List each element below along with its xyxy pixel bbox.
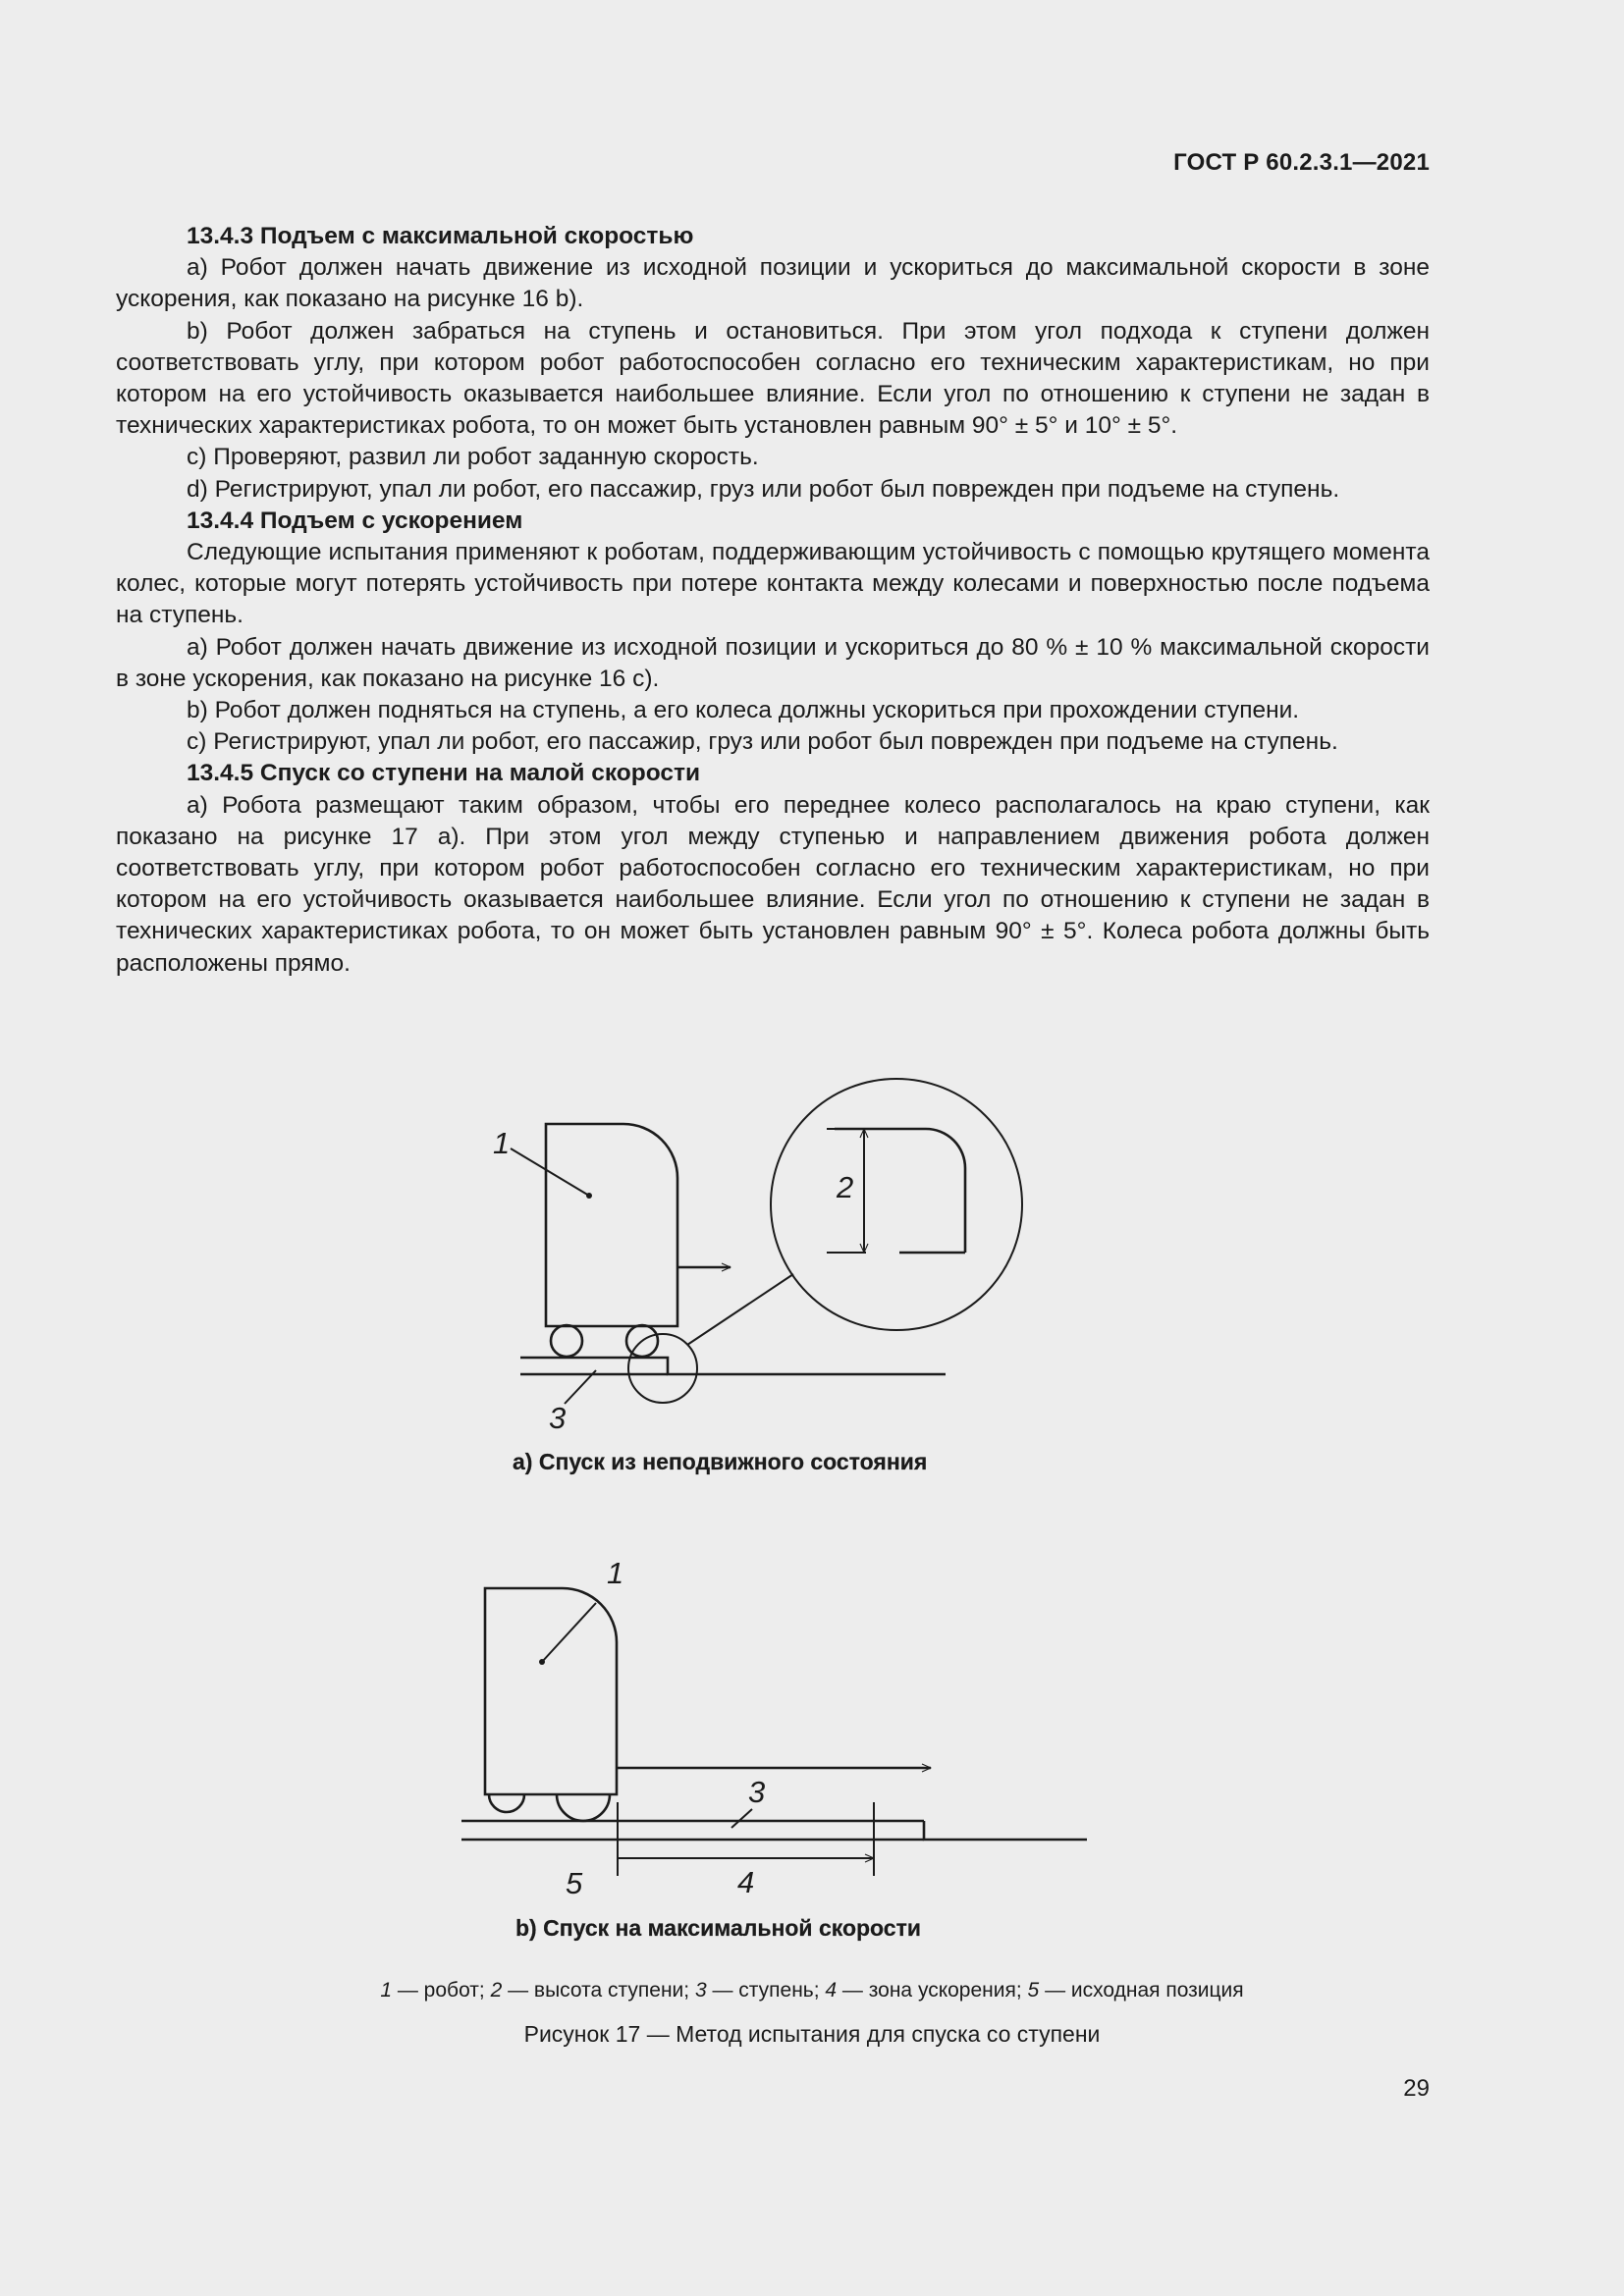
detail-connector [687, 1274, 793, 1345]
paragraph: a) Робота размещают таким образом, чтобы его переднее колесо располагалось на краю ступени, как показано на рисунке 17 а). При этом угол между ступенью и направлением движения робота должен соответствовать углу, при котором робот работоспособен согласно его техническим характеристикам, но при котором на его устойчивость оказывается наибольшее влияние. Если угол по отношению к ступени не задан в технических характеристиках робота, то он может быть установлен равным 90° ± 5°. Колеса робота должны быть расположены прямо. [116, 791, 1430, 977]
callout-3: 3 [549, 1401, 567, 1435]
document-number-header: ГОСТ Р 60.2.3.1—2021 [1173, 149, 1430, 176]
step-outline [520, 1358, 946, 1374]
legend-text: — робот; [392, 1979, 491, 2002]
section-heading: 13.4.3 Подъем с максимальной скоростью [187, 223, 694, 249]
front-wheel [557, 1794, 610, 1821]
callout-1: 1 [607, 1556, 624, 1590]
legend-num: 3 [694, 1979, 707, 2002]
figure-legend [0, 1979, 1624, 2002]
detail-step-profile [835, 1129, 965, 1253]
legend-num: 1 [380, 1979, 393, 2002]
paragraph: a) Робот должен начать движение из исходной позиции и ускориться до 80 % ± 10 % максимальной скорости в зоне ускорения, как показано на рисунке 16 c). [116, 633, 1430, 692]
callout-3: 3 [748, 1775, 766, 1809]
paragraph: a) Робот должен начать движение из исходной позиции и ускориться до максимальной скорости в зоне ускорения, как показано на рисунке 16 b). [116, 254, 1430, 313]
leader-1-dot [539, 1659, 545, 1665]
robot-body [485, 1588, 617, 1794]
panel-b-callouts [566, 1556, 765, 1900]
paragraph: c) Проверяют, развил ли робот заданную скорость. [187, 444, 759, 471]
figure-title: Рисунок 17 — Метод испытания для спуска со ступени [523, 2021, 1101, 2047]
paragraph: c) Регистрируют, упал ли робот, его пассажир, груз или робот был поврежден при подъеме на ступень. [187, 728, 1338, 756]
leader-3 [731, 1809, 752, 1828]
leader-1 [542, 1603, 596, 1662]
leader-1 [511, 1148, 589, 1196]
legend-text: — исходная позиция [1039, 1979, 1244, 2002]
panel-a-caption: а) Спуск из неподвижного состояния [513, 1449, 928, 1474]
callout-2: 2 [837, 1170, 854, 1204]
section-heading: 13.4.5 Спуск со ступени на малой скорости [187, 760, 701, 787]
callout-1: 1 [493, 1126, 511, 1160]
robot-body [546, 1124, 677, 1326]
page-number: 29 [1403, 2075, 1430, 2102]
panel-b-drawing [461, 1588, 1087, 1876]
paragraph: d) Регистрируют, упал ли робот, его пассажир, груз или робот был поврежден при подъеме на ступень. [187, 475, 1340, 503]
legend-text: — зона ускорения; [837, 1979, 1028, 2002]
paragraph: b) Робот должен подняться на ступень, а его колеса должны ускориться при прохождении ступени. [187, 697, 1300, 724]
paragraph: b) Робот должен забраться на ступень и остановиться. При этом угол подхода к ступени должен соответствовать углу, при котором робот работоспособен согласно его техническим характеристикам, но при котором на его устойчивость оказывается наибольшее влияние. Если угол по отношению к ступени не задан в технических характеристиках робота, то он может быть установлен равным 90° ± 5° и 10° ± 5°. [116, 317, 1430, 440]
panel-b-caption: b) Спуск на максимальной скорости [515, 1915, 921, 1941]
section-heading: 13.4.4 Подъем с ускорением [187, 507, 523, 534]
leader-1-dot [586, 1193, 592, 1199]
legend-num: 4 [825, 1979, 838, 2002]
panel-a-drawing [511, 1079, 1022, 1404]
legend-num: 5 [1027, 1979, 1040, 2002]
detail-magnified [771, 1079, 1022, 1330]
step-edge [924, 1821, 1087, 1840]
rear-wheel [489, 1794, 524, 1812]
paragraph: Следующие испытания применяют к роботам, поддерживающим устойчивость с помощью крутящего момента колес, которые могут потерять устойчивость при потере контакта между колесами и поверхностью после подъема на ступень. [116, 539, 1430, 629]
legend-text: — высота ступени; [502, 1979, 695, 2002]
callout-4: 4 [737, 1865, 755, 1899]
callout-5: 5 [566, 1866, 583, 1900]
detail-marker [628, 1334, 697, 1403]
legend-num: 2 [490, 1979, 503, 2002]
legend-text: — ступень; [706, 1979, 826, 2002]
rear-wheel [551, 1325, 582, 1357]
